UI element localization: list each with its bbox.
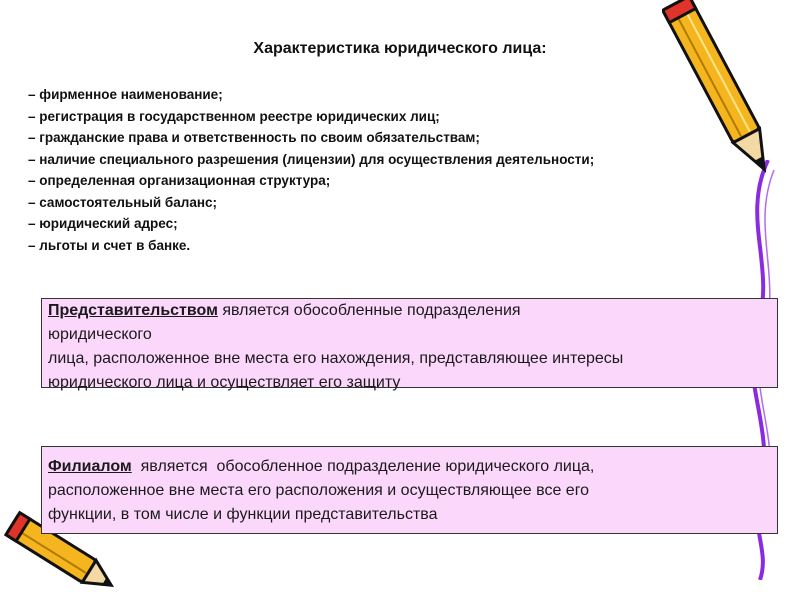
list-item: – самостоятельный баланс; bbox=[28, 194, 218, 210]
list-item: – юридический адрес; bbox=[28, 216, 178, 231]
definition-text: является обособленное подразделение юридического лица, bbox=[131, 458, 595, 475]
definition-line bbox=[48, 299, 771, 323]
branch-definition-box bbox=[41, 446, 778, 534]
list-item: – льготы и счет в банке. bbox=[28, 237, 191, 253]
definition-line: лица, расположенное вне места его нахождения, представляющее интересы bbox=[48, 350, 624, 367]
definition-line bbox=[48, 455, 771, 479]
list-item: – регистрация в государственном реестре юридических лиц; bbox=[28, 108, 440, 124]
list-item: – гражданские права и ответственность по своим обязательствам; bbox=[28, 130, 480, 145]
definition-line: юридического лица и осуществляет его защиту bbox=[48, 374, 401, 391]
list-item: – наличие специального разрешения (лицензии) для осуществления деятельности; bbox=[28, 151, 595, 167]
representation-definition-box bbox=[41, 298, 778, 391]
definition-line: расположенное вне места его расположения и осуществляющее все его bbox=[48, 482, 590, 499]
definition-text: является обособленные подразделения bbox=[217, 302, 521, 319]
definition-line: функции, в том числе и функции представительства bbox=[48, 506, 438, 523]
characteristics-list bbox=[28, 84, 788, 256]
definition-line: юридического bbox=[48, 326, 152, 343]
list-item: – фирменное наименование; bbox=[28, 87, 223, 102]
branch-term: Филиалом bbox=[48, 458, 132, 475]
representation-term: Представительством bbox=[48, 302, 218, 319]
page-title: Характеристика юридического лица: bbox=[253, 40, 547, 57]
list-item: – определенная организационная структура; bbox=[28, 173, 331, 188]
